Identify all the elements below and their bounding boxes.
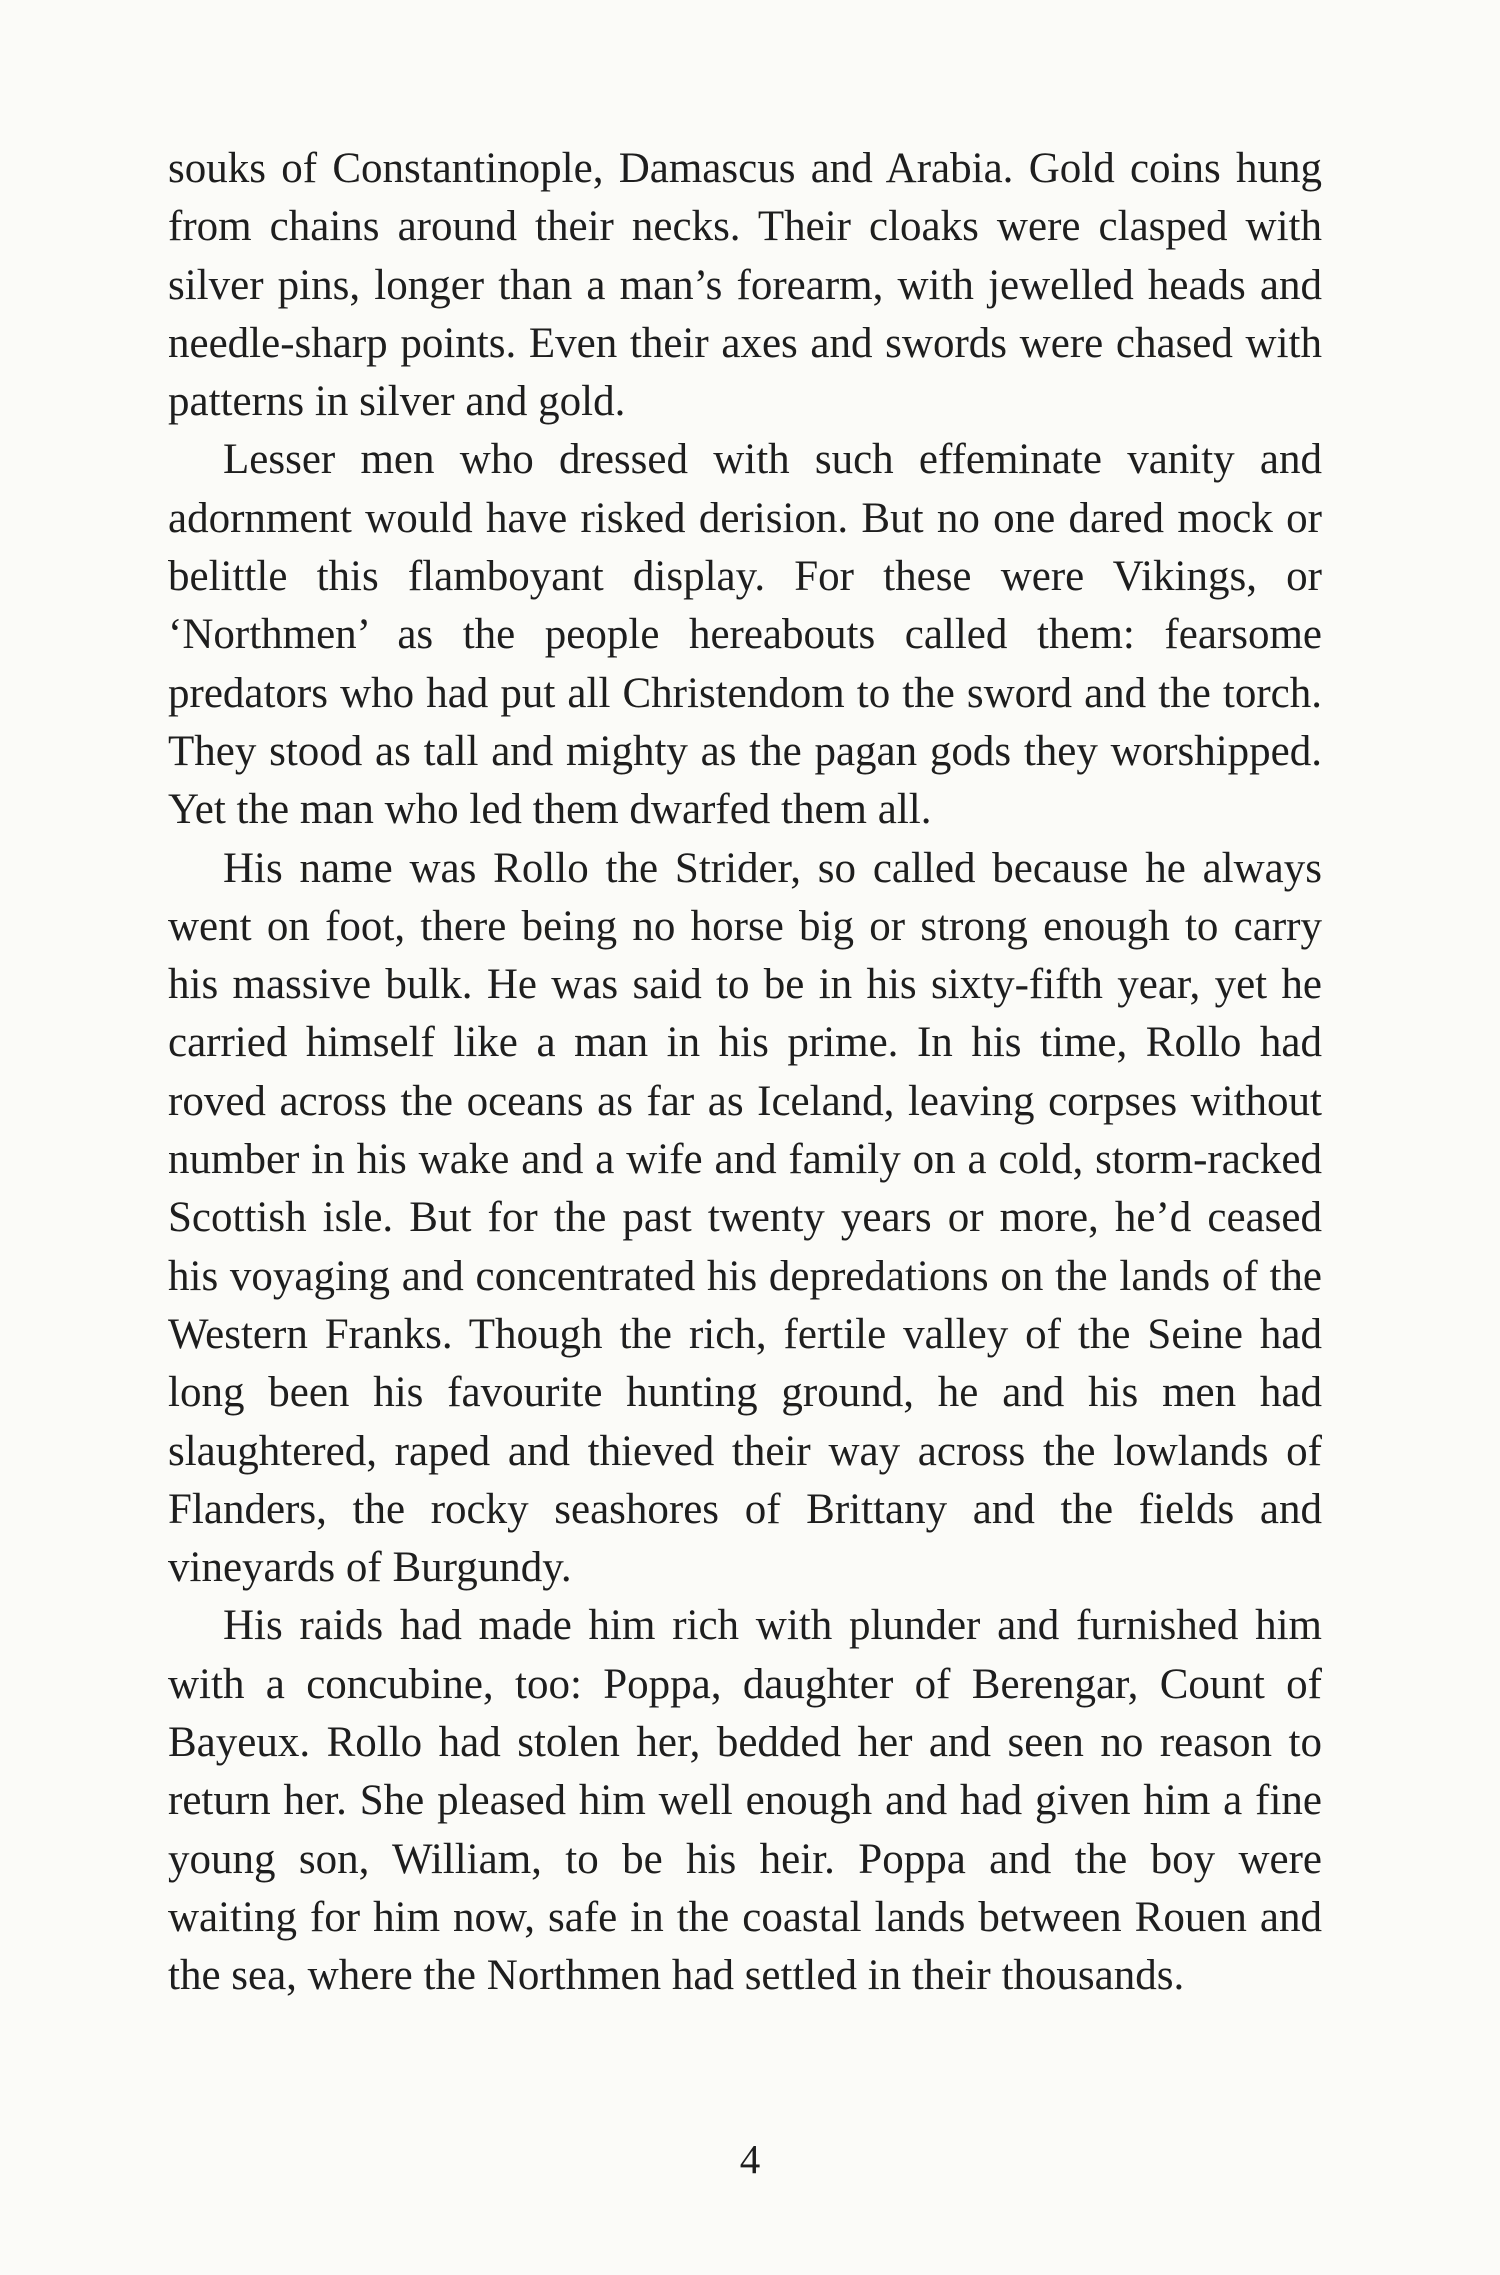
paragraph-3: His name was Rollo the Strider, so called because he always went on foot, there being no horse big or strong enough to carry his massive bulk. He was said to be in his sixty-fifth year, yet he carried himself like a man in his prime. In his time, Rollo had roved across the oceans as far as Iceland, leaving corpses without number in his wake and a wife and family on a cold, storm-racked Scottish isle. But for the past twenty years or more, he’d ceased his voyaging and concentrated his depredations on the lands of the Western Franks. Though the rich, fertile valley of the Seine had long been his favourite hunting ground, he and his men had slaughtered, raped and thieved their way across the lowlands of Flanders, the rocky seashores of Brittany and the fields and vineyards of Burgundy.	[168, 844, 1322, 1592]
page-body	[168, 140, 1322, 2006]
page-number: 4	[739, 2136, 761, 2182]
paragraph-4: His raids had made him rich with plunder and furnished him with a concubine, too: Poppa, daughter of Berengar, Count of Bayeux. Rollo had stolen her, bedded her and seen no reason to return her. She pleased him well enough and had given him a fine young son, William, to be his heir. Poppa and the boy were waiting for him now, safe in the coastal lands between Rouen and the sea, where the Northmen had settled in their thousands.	[168, 1602, 1322, 2000]
paragraph-1: souks of Constantinople, Damascus and Arabia. Gold coins hung from chains around their necks. Their cloaks were clasped with silver pins, longer than a man’s forearm, with jewelled heads and needle-sharp points. Even their axes and swords were chased with patterns in silver and gold.	[168, 145, 1322, 426]
paragraph-2: Lesser men who dressed with such effeminate vanity and adornment would have risked derision. But no one dared mock or belittle this flamboyant display. For these were Vikings, or ‘Northmen’ as the people hereabouts called them: fearsome predators who had put all Christendom to the sword and the torch. They stood as tall and mighty as the pagan gods they worshipped. Yet the man who led them dwarfed them all.	[168, 436, 1322, 834]
